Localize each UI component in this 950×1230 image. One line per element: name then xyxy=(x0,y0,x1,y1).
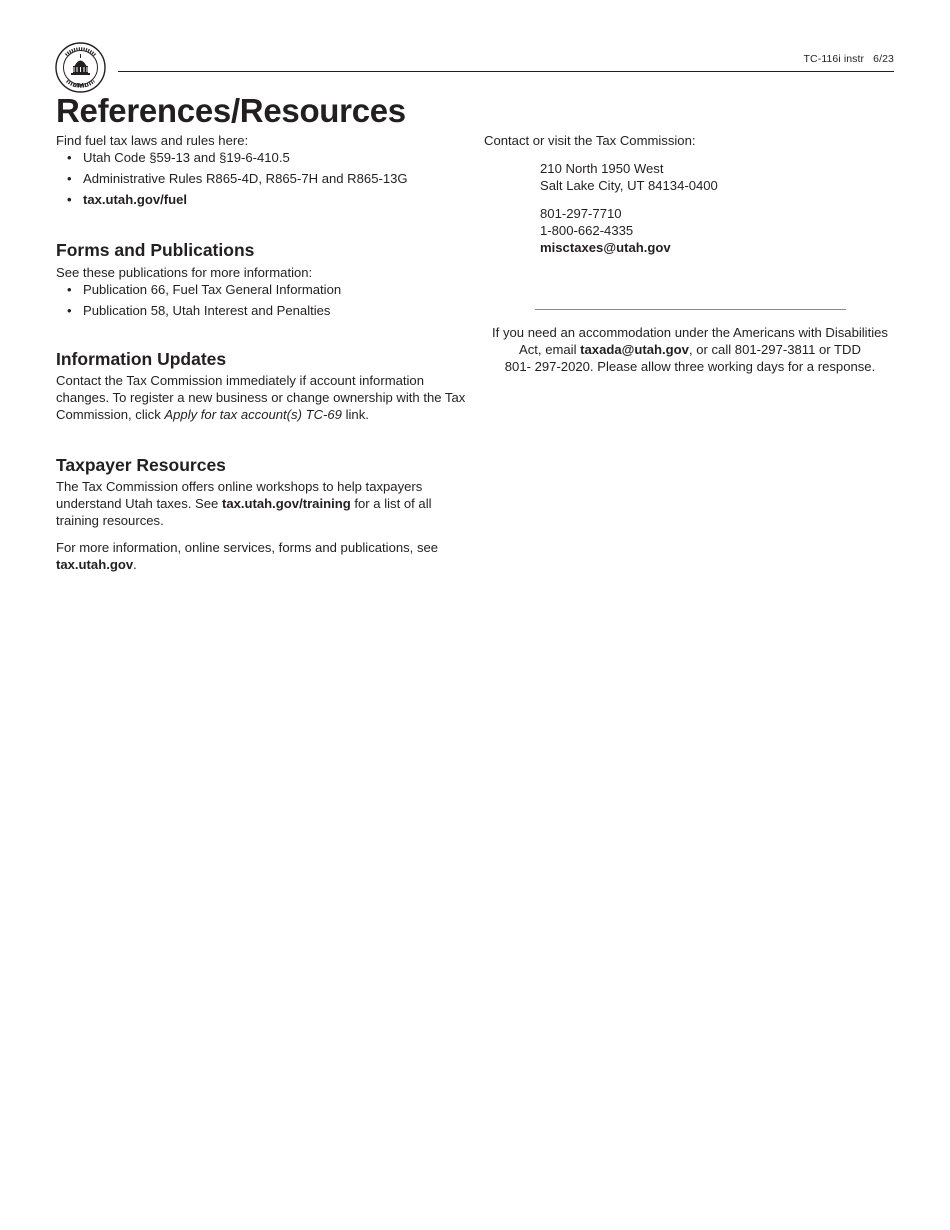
workshops-text-end: for a list of all training resources. xyxy=(56,496,432,528)
list-item: • Utah Code §59-13 and §19-6-410.5 xyxy=(56,149,476,166)
accommodation-text-start: Act, email xyxy=(519,342,581,357)
forms-publications-section xyxy=(56,240,476,319)
accommodation-text-end: , or call 801-297-3811 or TDD xyxy=(688,342,861,357)
references-intro: Find fuel tax laws and rules here: xyxy=(56,133,249,148)
section-heading: Information Updates xyxy=(56,349,227,369)
references-section xyxy=(56,132,476,208)
list-item: • Publication 58, Utah Interest and Penalties xyxy=(56,302,476,319)
training-link[interactable]: tax.utah.gov/training xyxy=(221,496,351,511)
information-updates-section xyxy=(56,349,476,423)
more-info-text xyxy=(56,539,476,573)
apply-tax-account-link[interactable]: Apply for tax account(s) TC-69 xyxy=(164,407,342,422)
address-street: 210 North 1950 West xyxy=(540,161,664,176)
accommodation-line-2 xyxy=(484,341,896,358)
contact-email-link[interactable]: misctaxes@utah.gov xyxy=(540,240,671,255)
page-title: References/Resources xyxy=(56,92,406,129)
contact-details xyxy=(540,205,896,256)
accommodation-line-1: If you need an accommodation under the Americans with Disabilities xyxy=(492,325,888,340)
taxpayer-resources-section xyxy=(56,455,476,573)
form-number: TC-116i instr xyxy=(803,53,865,65)
section-divider xyxy=(535,309,846,310)
left-column xyxy=(56,132,476,573)
accommodation-notice xyxy=(484,324,896,375)
seal-word: SEAL xyxy=(73,83,88,89)
address-city: Salt Lake City, UT 84134-0400 xyxy=(540,178,718,193)
info-updates-text-start: Contact the Tax Commission immediately if account information changes. To register a new business or change ownership with the Tax Commission, click xyxy=(56,373,466,422)
form-identifier xyxy=(804,53,894,65)
info-updates-text-end: link. xyxy=(341,407,369,422)
phone-tollfree: 1-800-662-4335 xyxy=(540,223,634,238)
contact-intro: Contact or visit the Tax Commission: xyxy=(484,133,696,148)
list-item: • Administrative Rules R865-4D, R865-7H and R865-13G xyxy=(56,170,476,187)
list-item: • Publication 66, Fuel Tax General Information xyxy=(56,281,476,298)
workshops-text-start: The Tax Commission offers online workshops to help taxpayers understand Utah taxes. See xyxy=(56,479,423,511)
section-heading: Forms and Publications xyxy=(56,240,255,260)
more-info-text-start: For more information, online services, forms and publications, see xyxy=(56,540,439,555)
workshops-text xyxy=(56,478,476,529)
ada-email-link[interactable]: taxada@utah.gov xyxy=(580,342,689,357)
phone-local: 801-297-7710 xyxy=(540,206,622,221)
more-info-text-end: . xyxy=(133,557,137,572)
form-revision: 6/23 xyxy=(873,53,894,65)
mailing-address xyxy=(540,160,896,194)
publications-list xyxy=(56,281,476,319)
forms-intro: See these publications for more information: xyxy=(56,265,313,280)
accommodation-line-3: 801- 297-2020. Please allow three working days for a response. xyxy=(504,359,876,374)
section-heading: Taxpayer Resources xyxy=(56,455,226,475)
right-column xyxy=(484,132,896,375)
tax-website-link[interactable]: tax.utah.gov xyxy=(56,557,134,572)
header-rule xyxy=(118,71,894,72)
state-tax-commission-seal xyxy=(55,42,106,93)
info-updates-text xyxy=(56,372,476,423)
references-list xyxy=(56,149,476,208)
fuel-tax-link[interactable]: • tax.utah.gov/fuel xyxy=(56,191,476,208)
